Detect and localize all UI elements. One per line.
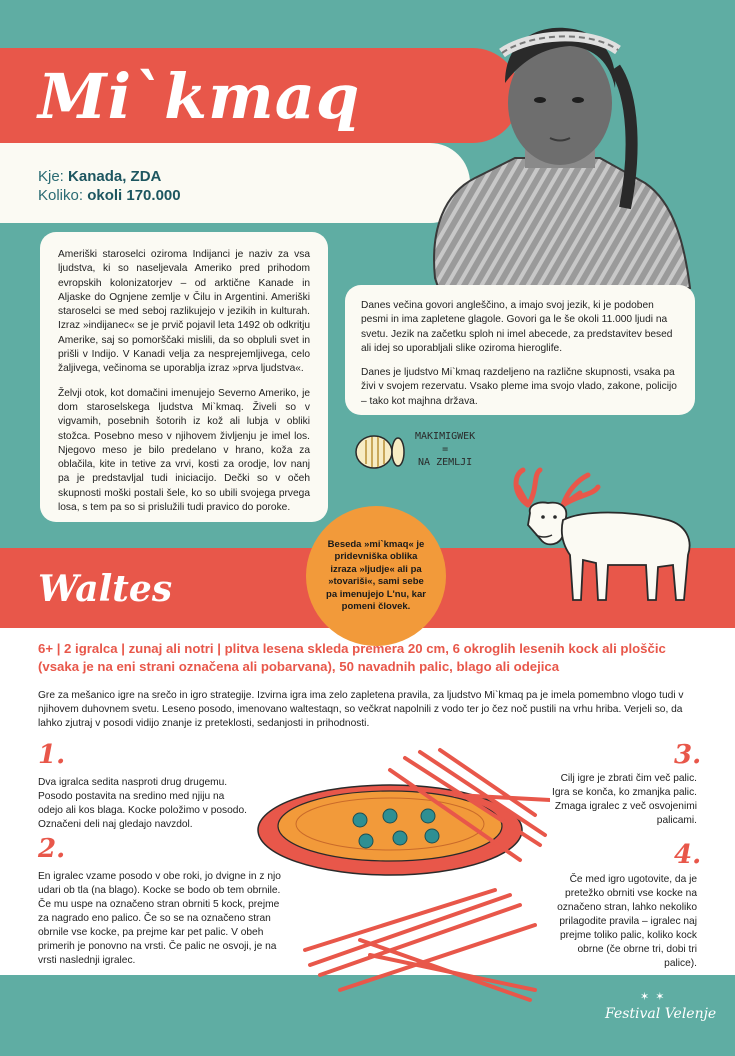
history-paragraph: Ameriški staroselci oziroma Indijanci je naziv za vsa ljudstva, ki so naseljevala Ameriko pred prihodom evropskih kolonizatorjev – od arktične Kanade in Aljaske do Ognjene zemlje v Čilu in Argentini. Ameriški staroselci se med seboj razlikujejo v jezikih in kulturah. Izraz »indijanec« se je prvič pojavil leta 1492 ob odkritju Amerike, saj so pomorščaki mislili, da so obpluli svet in prišli v Indijo. V Kanadi velja za nesprejemljivega, celo žaljivega, večinoma se uporablja izraz »prva ljudstva«. xyxy=(58,249,310,375)
meta-where-label: Kje: xyxy=(38,168,64,185)
game-specs: 6+ | 2 igralca | zunaj ali notri | plitva lesena skleda premera 20 cm, 6 okroglih lesenih kock ali ploščic (vsaka je na eni strani označena ali pobarvana), 50 navadnih palic, blago ali odejica xyxy=(38,641,666,674)
bowl-illustration xyxy=(250,740,550,880)
meta-info xyxy=(38,167,181,205)
history-card xyxy=(40,232,328,522)
step-1-text: Dva igralca sedita nasproti drug drugemu. Posodo postavita na sredino med njiju na odejo ali kos blaga. Kocke položimo v posodo. Označeni deli naj gledajo navzdol. xyxy=(38,777,247,830)
step-3-text: Cilj igre je zbrati čim več palic. Igra se konča, ko zmanjka palic. Zmaga igralec z več osvojenimi palicami. xyxy=(552,773,697,826)
makimigwek-doodle xyxy=(415,430,475,469)
language-paragraph: Danes večina govori angleščino, a imajo svoj jezik, ki je podoben pesmi in ima zapletene glagole. Govori ga le še okoli 11.000 ljudi na svetu. Jezik na začetku sploh ni imel abecede, za predstavitev besed ali idej so uporabljali slike oziroma hieroglife. xyxy=(361,300,673,354)
doodle-line: NA ZEMLJI xyxy=(418,457,473,468)
doodle-line: MAKIMIGWEK xyxy=(415,431,476,442)
language-paragraph: Danes je ljudstvo Mi`kmaq razdeljeno na različne skupnosti, vsaka pa živi v svojem rezervatu. Vsako pleme ima svojo vlado, zakone, policijo – tako kot majhna država. xyxy=(361,367,677,407)
history-paragraph: Želvji otok, kot domačini imenujejo Severno Ameriko, je dom staroselskega ljudstva Mi`kmaq. Živeli so v vigvamih, posebnih šotorih iz kož ali lubja v obliki stožca. Posebno meso v njihovem življenju je imel los. Njegovo meso je bilo predelano v hrano, koža za oblačila, kite in tetive za vrvi, kosti za orodje, lov nanj pa je predstavljal tudi iniciacijo. Dečki so v očeh skupnosti moški postali šele, ko so ubili svojega prvega losa, s tem pa so si prislužili tudi pravico do poroke. xyxy=(58,387,310,514)
disc-icon xyxy=(352,430,408,474)
page-title: Mi`kmaq xyxy=(38,60,361,133)
step-2-number: 2. xyxy=(38,834,66,864)
festival-logo: Festival Velenje xyxy=(605,1006,717,1022)
moose-illustration xyxy=(508,465,708,605)
meta-where xyxy=(38,167,181,186)
etymology-note: Beseda »mi`kmaq« je pridevniška oblika izraza »ljudje« ali pa »tovariši«, sami sebe pa imenujejo L'nu, kar pomeni človek. xyxy=(306,506,446,646)
game-intro: Gre za mešanico igre na srečo in igro strategije. Izvirna igra ima zelo zapletena pravila, za ljudstvo Mi`kmaq pa je imela pomembno vlogo tudi v njihovem duhovnem svetu. Leseno posodo, imenovano waltestaqn, so večkrat napolnili z vodo ter jo čez noč pustili na vrhu hriba. Verjeli so, da lahko zjutraj v posodi vidijo znanje iz preteklosti, sedanjosti in prihodnosti. xyxy=(38,690,684,729)
step-3-number: 3. xyxy=(674,740,702,770)
language-card xyxy=(345,285,695,415)
meta-count-label: Koliko: xyxy=(38,187,84,204)
doodle-line: = xyxy=(442,444,449,455)
step-1-number: 1. xyxy=(38,740,66,770)
step-2-text: En igralec vzame posodo v obe roki, jo dvigne in z njo udari ob tla (na blago). Kocke se bodo ob tem obrnile. Če mu uspe na označeno stran obrniti 5 kock, prejme za nagrado eno palico. Če so se na označeno stran obrnile vse kocke, pa prejme kar pet palic. V obeh primerih je ponovno na vrsti. Če palic ne osvoji, je na vrsti naslednji igralec. xyxy=(38,871,281,966)
logo-stars: ✶✶ xyxy=(640,991,671,1003)
meta-count-value: okoli 170.000 xyxy=(87,187,181,204)
child-photo xyxy=(420,8,695,293)
game-title: Waltes xyxy=(38,568,173,610)
meta-count xyxy=(38,186,181,205)
step-4-text: Če med igro ugotovite, da je pretežko obrniti vse kocke na označeno stran, lahko nekoliko prilagodite pravila – igralec naj prejme toliko palic, koliko kock obrne (če obrne tri, dobi tri palice). xyxy=(557,874,697,969)
sticks-illustration xyxy=(300,880,540,1005)
step-4-number: 4. xyxy=(674,840,702,870)
meta-where-value: Kanada, ZDA xyxy=(68,168,162,185)
